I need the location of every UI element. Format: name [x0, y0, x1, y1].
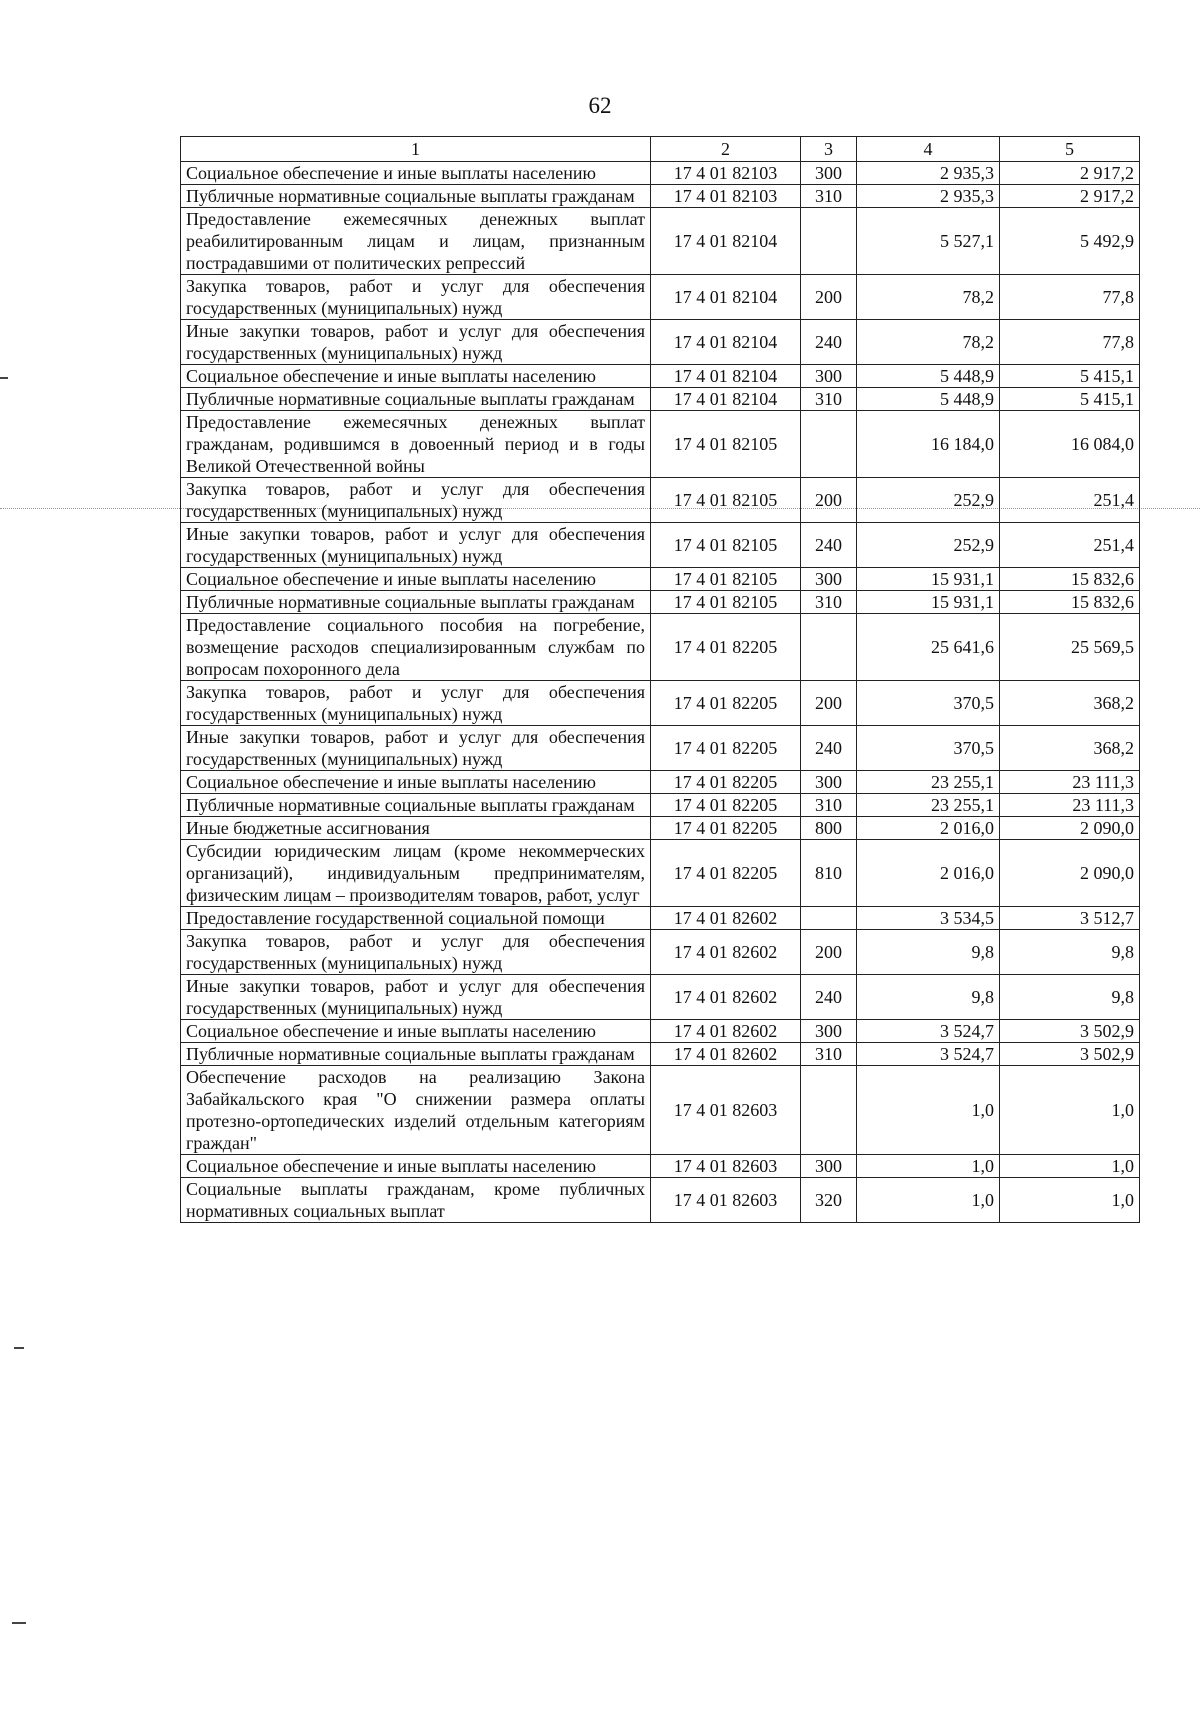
row-name: Предоставление ежемесячных денежных выплат гражданам, родившимся в довоенный период и в годы Великой Отечественной войны	[181, 411, 651, 478]
row-value-1: 25 641,6	[857, 614, 1000, 681]
row-name: Иные закупки товаров, работ и услуг для обеспечения государственных (муниципальных) нужд	[181, 523, 651, 568]
row-value-1: 370,5	[857, 681, 1000, 726]
row-expense-type: 300	[801, 1155, 857, 1178]
row-name: Социальное обеспечение и иные выплаты населению	[181, 568, 651, 591]
row-code: 17 4 01 82603	[651, 1066, 801, 1155]
row-name: Социальное обеспечение и иные выплаты населению	[181, 1020, 651, 1043]
row-code: 17 4 01 82602	[651, 1020, 801, 1043]
table-row	[181, 275, 1140, 320]
row-value-2: 1,0	[1000, 1155, 1140, 1178]
row-value-1: 370,5	[857, 726, 1000, 771]
row-code: 17 4 01 82103	[651, 185, 801, 208]
budget-table	[180, 136, 1140, 1223]
row-code: 17 4 01 82105	[651, 411, 801, 478]
row-name: Закупка товаров, работ и услуг для обеспечения государственных (муниципальных) нужд	[181, 681, 651, 726]
table-row	[181, 840, 1140, 907]
table-row	[181, 794, 1140, 817]
row-value-1: 5 448,9	[857, 365, 1000, 388]
row-value-2: 3 502,9	[1000, 1043, 1140, 1066]
row-name: Иные закупки товаров, работ и услуг для обеспечения государственных (муниципальных) нужд	[181, 975, 651, 1020]
table-body	[181, 162, 1140, 1223]
table-header-row	[181, 137, 1140, 162]
row-expense-type: 310	[801, 1043, 857, 1066]
row-code: 17 4 01 82602	[651, 907, 801, 930]
table-row	[181, 907, 1140, 930]
row-name: Публичные нормативные социальные выплаты гражданам	[181, 794, 651, 817]
row-code: 17 4 01 82205	[651, 817, 801, 840]
row-expense-type: 800	[801, 817, 857, 840]
row-name: Социальные выплаты гражданам, кроме публичных нормативных социальных выплат	[181, 1178, 651, 1223]
row-value-1: 9,8	[857, 975, 1000, 1020]
row-value-1: 1,0	[857, 1155, 1000, 1178]
table-row	[181, 1155, 1140, 1178]
table-row	[181, 975, 1140, 1020]
row-expense-type: 300	[801, 162, 857, 185]
column-header: 5	[1000, 137, 1140, 162]
row-value-2: 16 084,0	[1000, 411, 1140, 478]
row-value-2: 15 832,6	[1000, 591, 1140, 614]
row-value-1: 3 524,7	[857, 1020, 1000, 1043]
row-code: 17 4 01 82205	[651, 771, 801, 794]
row-name: Публичные нормативные социальные выплаты гражданам	[181, 185, 651, 208]
row-value-1: 5 527,1	[857, 208, 1000, 275]
margin-mark	[0, 377, 8, 379]
row-name: Субсидии юридическим лицам (кроме некоммерческих организаций), индивидуальным предпринимателям, физическим лицам – производителям товаров, работ, услуг	[181, 840, 651, 907]
row-expense-type: 310	[801, 185, 857, 208]
page-number: 62	[588, 93, 612, 118]
row-value-2: 77,8	[1000, 275, 1140, 320]
row-expense-type	[801, 907, 857, 930]
row-name: Закупка товаров, работ и услуг для обеспечения государственных (муниципальных) нужд	[181, 275, 651, 320]
row-expense-type: 810	[801, 840, 857, 907]
row-expense-type: 300	[801, 568, 857, 591]
row-expense-type: 200	[801, 681, 857, 726]
row-name: Иные бюджетные ассигнования	[181, 817, 651, 840]
row-value-1: 78,2	[857, 320, 1000, 365]
row-value-2: 5 415,1	[1000, 388, 1140, 411]
row-value-2: 23 111,3	[1000, 771, 1140, 794]
row-name: Иные закупки товаров, работ и услуг для обеспечения государственных (муниципальных) нужд	[181, 320, 651, 365]
table-row	[181, 1178, 1140, 1223]
row-expense-type: 300	[801, 365, 857, 388]
row-value-1: 16 184,0	[857, 411, 1000, 478]
row-code: 17 4 01 82105	[651, 478, 801, 523]
row-name: Социальное обеспечение и иные выплаты населению	[181, 1155, 651, 1178]
row-expense-type: 320	[801, 1178, 857, 1223]
row-value-1: 1,0	[857, 1178, 1000, 1223]
table-row	[181, 771, 1140, 794]
row-value-2: 3 512,7	[1000, 907, 1140, 930]
row-value-2: 2 917,2	[1000, 162, 1140, 185]
table-row	[181, 523, 1140, 568]
table-row	[181, 726, 1140, 771]
row-name: Публичные нормативные социальные выплаты гражданам	[181, 388, 651, 411]
row-value-2: 368,2	[1000, 681, 1140, 726]
row-name: Закупка товаров, работ и услуг для обеспечения государственных (муниципальных) нужд	[181, 930, 651, 975]
row-value-2: 23 111,3	[1000, 794, 1140, 817]
margin-mark	[12, 1622, 26, 1624]
row-value-2: 251,4	[1000, 523, 1140, 568]
row-expense-type: 200	[801, 478, 857, 523]
row-value-2: 2 090,0	[1000, 817, 1140, 840]
row-expense-type: 200	[801, 930, 857, 975]
table-row	[181, 591, 1140, 614]
row-code: 17 4 01 82105	[651, 591, 801, 614]
row-name: Социальное обеспечение и иные выплаты населению	[181, 365, 651, 388]
row-value-1: 3 524,7	[857, 1043, 1000, 1066]
table-row	[181, 1043, 1140, 1066]
table-row	[181, 1066, 1140, 1155]
row-value-1: 2 935,3	[857, 162, 1000, 185]
row-expense-type: 300	[801, 1020, 857, 1043]
row-value-1: 78,2	[857, 275, 1000, 320]
row-expense-type: 310	[801, 591, 857, 614]
column-header: 1	[181, 137, 651, 162]
row-code: 17 4 01 82205	[651, 794, 801, 817]
row-expense-type: 310	[801, 388, 857, 411]
row-name: Предоставление государственной социальной помощи	[181, 907, 651, 930]
row-value-2: 3 502,9	[1000, 1020, 1140, 1043]
row-code: 17 4 01 82104	[651, 388, 801, 411]
row-value-2: 5 415,1	[1000, 365, 1140, 388]
row-expense-type: 240	[801, 726, 857, 771]
row-value-2: 9,8	[1000, 975, 1140, 1020]
row-expense-type: 310	[801, 794, 857, 817]
row-code: 17 4 01 82205	[651, 681, 801, 726]
row-code: 17 4 01 82105	[651, 568, 801, 591]
row-value-2: 2 090,0	[1000, 840, 1140, 907]
row-code: 17 4 01 82602	[651, 1043, 801, 1066]
row-name: Предоставление социального пособия на погребение, возмещение расходов специализированным службам по вопросам похоронного дела	[181, 614, 651, 681]
row-value-1: 9,8	[857, 930, 1000, 975]
table-row	[181, 930, 1140, 975]
row-code: 17 4 01 82104	[651, 275, 801, 320]
row-code: 17 4 01 82103	[651, 162, 801, 185]
row-value-1: 252,9	[857, 523, 1000, 568]
row-name: Социальное обеспечение и иные выплаты населению	[181, 162, 651, 185]
row-value-2: 1,0	[1000, 1178, 1140, 1223]
row-code: 17 4 01 82205	[651, 840, 801, 907]
row-expense-type: 240	[801, 320, 857, 365]
row-code: 17 4 01 82104	[651, 208, 801, 275]
row-code: 17 4 01 82104	[651, 320, 801, 365]
row-expense-type	[801, 1066, 857, 1155]
row-value-1: 15 931,1	[857, 591, 1000, 614]
row-value-1: 2 016,0	[857, 840, 1000, 907]
row-expense-type	[801, 614, 857, 681]
row-value-2: 15 832,6	[1000, 568, 1140, 591]
row-value-1: 2 935,3	[857, 185, 1000, 208]
row-value-1: 15 931,1	[857, 568, 1000, 591]
row-value-1: 1,0	[857, 1066, 1000, 1155]
row-expense-type: 200	[801, 275, 857, 320]
row-value-2: 251,4	[1000, 478, 1140, 523]
row-value-1: 3 534,5	[857, 907, 1000, 930]
row-code: 17 4 01 82602	[651, 975, 801, 1020]
row-expense-type	[801, 208, 857, 275]
row-value-2: 77,8	[1000, 320, 1140, 365]
row-value-2: 1,0	[1000, 1066, 1140, 1155]
row-expense-type: 240	[801, 975, 857, 1020]
row-code: 17 4 01 82205	[651, 726, 801, 771]
table-row	[181, 568, 1140, 591]
row-name: Социальное обеспечение и иные выплаты населению	[181, 771, 651, 794]
row-name: Публичные нормативные социальные выплаты гражданам	[181, 1043, 651, 1066]
row-code: 17 4 01 82205	[651, 614, 801, 681]
column-header: 3	[801, 137, 857, 162]
row-name: Закупка товаров, работ и услуг для обеспечения государственных (муниципальных) нужд	[181, 478, 651, 523]
row-name: Публичные нормативные социальные выплаты гражданам	[181, 591, 651, 614]
table-row	[181, 388, 1140, 411]
row-value-1: 23 255,1	[857, 794, 1000, 817]
row-value-2: 368,2	[1000, 726, 1140, 771]
table-row	[181, 1020, 1140, 1043]
table-row	[181, 817, 1140, 840]
row-value-2: 5 492,9	[1000, 208, 1140, 275]
row-expense-type: 300	[801, 771, 857, 794]
row-code: 17 4 01 82603	[651, 1155, 801, 1178]
row-name: Предоставление ежемесячных денежных выплат реабилитированным лицам и лицам, признанным пострадавшими от политических репрессий	[181, 208, 651, 275]
table-row	[181, 681, 1140, 726]
row-code: 17 4 01 82105	[651, 523, 801, 568]
row-value-1: 5 448,9	[857, 388, 1000, 411]
table-row	[181, 185, 1140, 208]
margin-mark	[14, 1347, 24, 1349]
row-value-2: 25 569,5	[1000, 614, 1140, 681]
table-row	[181, 208, 1140, 275]
column-header: 4	[857, 137, 1000, 162]
table-row	[181, 478, 1140, 523]
row-code: 17 4 01 82603	[651, 1178, 801, 1223]
row-expense-type	[801, 411, 857, 478]
table-row	[181, 320, 1140, 365]
row-value-1: 2 016,0	[857, 817, 1000, 840]
row-code: 17 4 01 82104	[651, 365, 801, 388]
table-row	[181, 614, 1140, 681]
table-row	[181, 162, 1140, 185]
row-name: Иные закупки товаров, работ и услуг для обеспечения государственных (муниципальных) нужд	[181, 726, 651, 771]
row-name: Обеспечение расходов на реализацию Закона Забайкальского края "О снижении размера оплаты протезно-ортопедических изделий отдельным категориям граждан"	[181, 1066, 651, 1155]
row-value-2: 2 917,2	[1000, 185, 1140, 208]
row-value-1: 252,9	[857, 478, 1000, 523]
row-value-1: 23 255,1	[857, 771, 1000, 794]
table-row	[181, 411, 1140, 478]
row-expense-type: 240	[801, 523, 857, 568]
column-header: 2	[651, 137, 801, 162]
row-value-2: 9,8	[1000, 930, 1140, 975]
row-code: 17 4 01 82602	[651, 930, 801, 975]
table-row	[181, 365, 1140, 388]
